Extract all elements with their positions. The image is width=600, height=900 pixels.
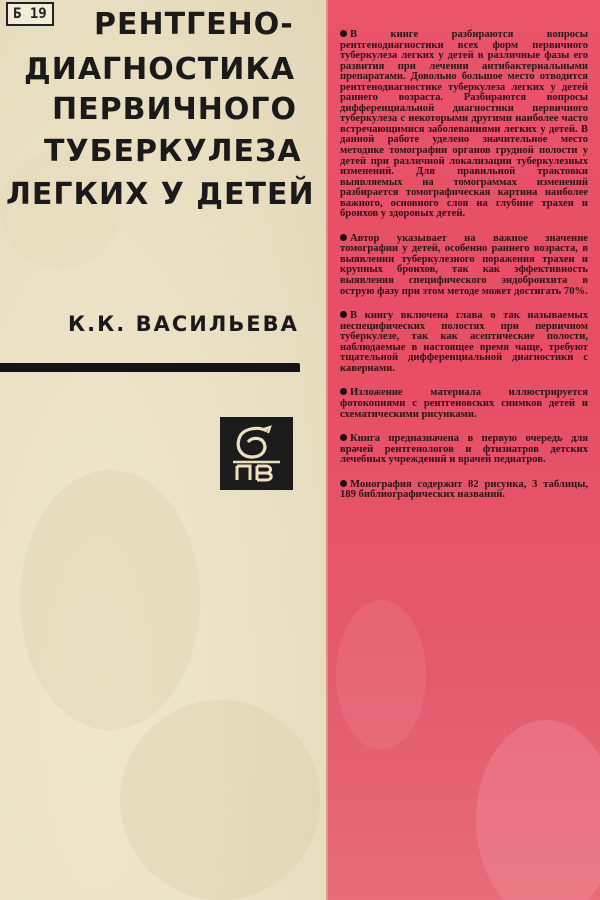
bullet-icon bbox=[340, 311, 347, 318]
publisher-emblem-icon bbox=[220, 417, 293, 490]
bullet-icon bbox=[340, 434, 347, 441]
library-stamp: Б 19 bbox=[6, 2, 54, 26]
title-line: ЛЕГКИХ У ДЕТЕЙ bbox=[6, 177, 315, 212]
annotation-text: Автор указывает на важное значение томографии у детей, особенно раннего возраста, в выявлении туберкулезного поражения трахеи и крупных бронхов, так как эффективность выявления специфического эндобронхита в острую фазу при этом методе может достигать 70%. bbox=[340, 232, 588, 297]
annotation-paragraph bbox=[340, 234, 588, 297]
divider-rule bbox=[0, 363, 300, 372]
annotation-paragraph bbox=[340, 480, 588, 501]
bullet-icon bbox=[340, 388, 347, 395]
back-cover-annotation bbox=[340, 30, 588, 515]
annotation-text: Монография содержит 82 рисунка, 3 таблицы, 189 библиографических названий. bbox=[340, 478, 588, 501]
annotation-paragraph bbox=[340, 311, 588, 374]
annotation-text: В книге разбираются вопросы рентгенодиагностики всех форм первичного туберкулеза легких у детей в различные фазы его развития при лечении антибактериальными препаратами. Довольно большое место отводится рентгенодиагностике туберкулеза легких у детей раннего возраста. Разбираются вопросы дифференциальной диагностики первичного туберкулеза с некоторыми другими наиболее часто встречающимися заболеваниями легких у детей. В данной работе уделено значительное место методике томографии органов грудной полости у детей при различной локализации туберкулезных изменений. Для правильной трактовки выявляемых на томограммах изменений разбирается томографическая картина наиболее важного, основного слоя на глубине трахеи и бронхов у здоровых детей. bbox=[340, 29, 588, 220]
bullet-icon bbox=[340, 30, 347, 37]
title-line: РЕНТГЕНО- bbox=[94, 7, 294, 42]
annotation-text: Книга предназначена в первую очередь для врачей рентгенологов и фтизиатров детских лечебных учреждений и врачей педиатров. bbox=[340, 433, 588, 466]
title-line: ДИАГНОСТИКА bbox=[24, 52, 296, 87]
annotation-paragraph bbox=[340, 388, 588, 420]
author-name: К.К. ВАСИЛЬЕВА bbox=[68, 312, 299, 336]
panel-divider bbox=[326, 0, 328, 900]
bullet-icon bbox=[340, 234, 347, 241]
bullet-icon bbox=[340, 480, 347, 487]
annotation-text: Изложение материала иллюстрируется фотокопиями с рентгеновских снимков детей и схематическими рисунками. bbox=[340, 387, 588, 420]
title-line: ПЕРВИЧНОГО bbox=[52, 92, 298, 127]
title-line: ТУБЕРКУЛЕЗА bbox=[44, 134, 302, 169]
annotation-paragraph bbox=[340, 30, 588, 220]
annotation-text: В книгу включена глава о так называемых неспецифических полостях при первичном туберкулезе, так как асептические полости, наблюдаемые в настоящее время чаще, требуют тщательной дифференциальной диагностики с кавернами. bbox=[340, 310, 588, 374]
annotation-paragraph bbox=[340, 434, 588, 466]
